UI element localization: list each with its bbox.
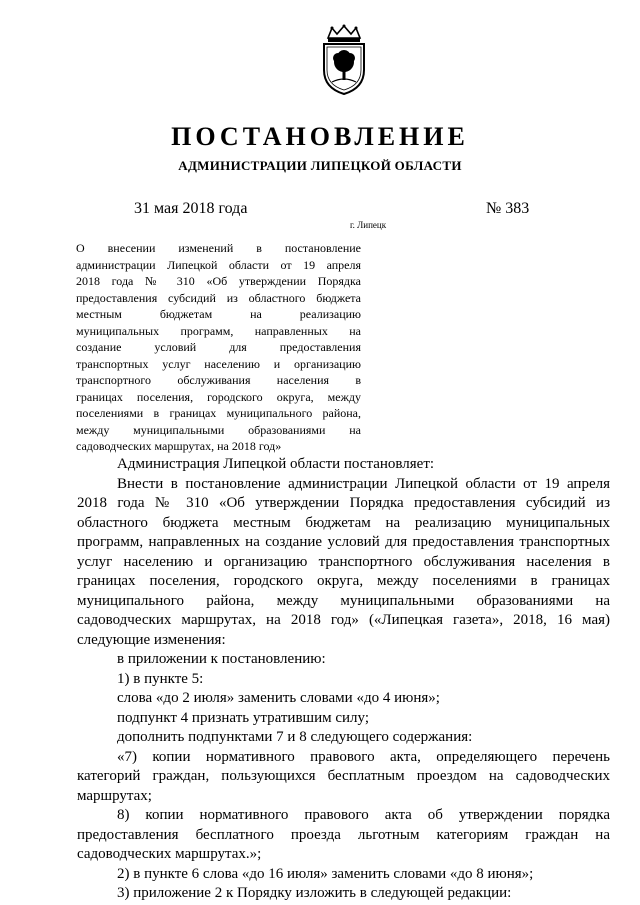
document-summary <box>76 240 361 455</box>
body-line: маршрутах; <box>77 787 152 804</box>
summary-line: транспортных услуг населению и организацию <box>76 356 361 371</box>
summary-line: границах поселения, городского округа, между <box>76 389 361 404</box>
document-body <box>77 455 610 904</box>
body-line: программ, направленных на создание условий для предоставления транспортных <box>77 534 610 550</box>
document-title: ПОСТАНОВЛЕНИЕ <box>171 122 469 151</box>
body-line: в приложении к постановлению: <box>117 651 326 667</box>
summary-line: между муниципальными образованиями на <box>76 422 361 437</box>
body-line: 8) копии нормативного правового акта об утверждении порядка <box>117 807 610 823</box>
document-number: № 383 <box>486 200 530 217</box>
summary-line: О внесении изменений в постановление <box>76 241 361 255</box>
document-place: г. Липецк <box>350 220 387 230</box>
body-line: слова «до 2 июля» заменить словами «до 4 июня»; <box>117 690 440 706</box>
body-line: Внести в постановление администрации Липецкой области от 19 апреля <box>117 475 610 492</box>
body-line: границах поселения, городского округа, между поселениями в границах <box>77 573 610 589</box>
body-line: муниципального района, между муниципальными образованиями на <box>77 592 610 609</box>
body-line: 1) в пункте 5: <box>117 670 204 687</box>
body-line: 2) в пункте 6 слова «до 16 июля» заменить словами «до 8 июня»; <box>117 865 534 882</box>
document-date: 31 мая 2018 года <box>134 200 248 217</box>
body-line: услуг населению и организацию транспортного обслуживания населения в <box>77 553 610 570</box>
summary-line: муниципальных программ, направленных на <box>76 323 361 338</box>
body-line: садоводческих маршрутах, на 2018 год» («Липецкая газета», 2018, 16 мая) <box>77 612 610 628</box>
body-line: предоставления бесплатного проезда льготным категориям граждан на <box>77 826 610 843</box>
summary-line: администрации Липецкой области от 19 апреля <box>76 257 361 272</box>
document-subtitle: АДМИНИСТРАЦИИ ЛИПЕЦКОЙ ОБЛАСТИ <box>178 158 462 173</box>
summary-line: местным бюджетам на реализацию <box>76 307 361 321</box>
summary-line: 2018 года № 310 «Об утверждении Порядка <box>76 274 361 288</box>
body-line: 2018 года № 310 «Об утверждении Порядка предоставления субсидий из <box>77 495 610 511</box>
summary-line: поселениями в границах муниципального района, <box>76 406 361 420</box>
body-line: «7) копии нормативного правового акта, определяющего перечень <box>117 748 610 765</box>
body-line: областного бюджета местным бюджетам на реализацию муниципальных <box>77 514 610 531</box>
body-line: Администрация Липецкой области постановляет: <box>117 456 435 472</box>
body-line: подпункт 4 признать утратившим силу; <box>117 709 369 726</box>
body-line: следующие изменения: <box>77 631 226 648</box>
summary-line: транспортного обслуживания населения в <box>76 373 361 387</box>
body-line: садоводческих маршрутах.»; <box>77 846 262 862</box>
body-line: категорий граждан, пользующихся бесплатным проездом на садоводческих <box>77 768 610 784</box>
body-line: дополнить подпунктами 7 и 8 следующего содержания: <box>117 729 473 745</box>
summary-line: садоводческих маршрутах, на 2018 год» <box>76 439 282 453</box>
summary-line: создание условий для предоставления <box>76 340 361 354</box>
summary-line: предоставления субсидий из областного бюджета <box>76 290 361 305</box>
coat-of-arms-icon <box>318 24 370 96</box>
body-line: 3) приложение 2 к Порядку изложить в следующей редакции: <box>117 885 512 901</box>
